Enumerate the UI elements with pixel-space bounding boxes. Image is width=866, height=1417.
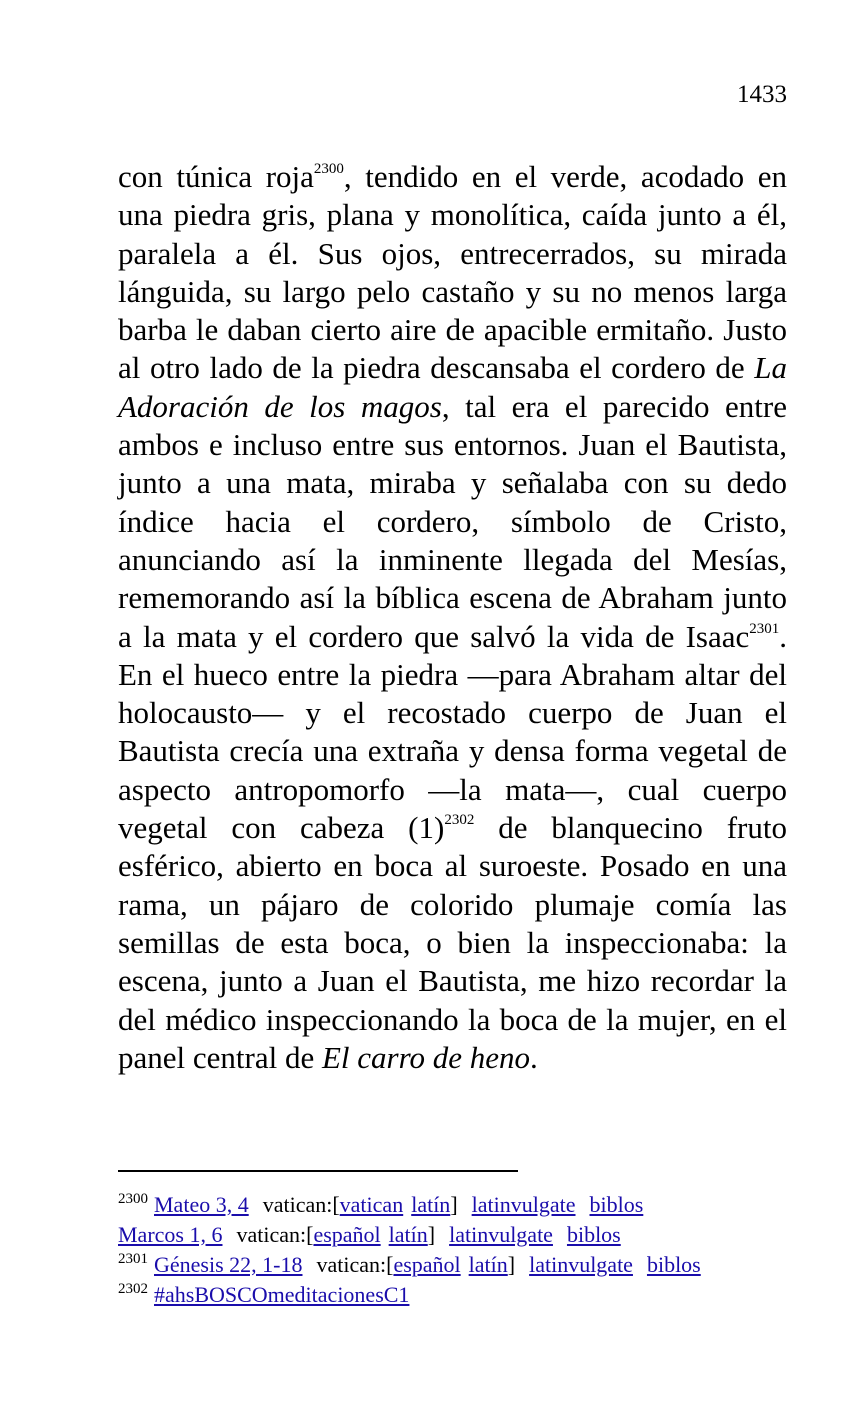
artwork-title: El carro de heno [321, 1039, 531, 1075]
footnote-2300-continued [118, 1220, 798, 1250]
anchor-link[interactable]: #ahsBOSCOmeditacionesC1 [154, 1282, 410, 1307]
text-run: con túnica roja [118, 159, 314, 194]
vatican-label: vatican:[ [262, 1192, 340, 1217]
latin-link[interactable]: latín [388, 1222, 428, 1247]
footnote-ref-2301[interactable]: 2301 [749, 620, 780, 637]
bible-ref-link[interactable]: Génesis 22, 1-18 [154, 1252, 303, 1277]
text-run: , tendido en el verde, acodado en una piedra gris, plana y monolítica, caída junto a él, paralela a él. Sus ojos, entrecerrados, su mirada lánguida, su largo pelo castaño y su no menos larga barba le daban cierto aire de apacible ermitaño. Justo al otro lado de la piedra descansaba el cordero de [118, 159, 787, 386]
vatican-link[interactable]: vatican [339, 1192, 404, 1217]
footnote-ref-2302[interactable]: 2302 [444, 812, 475, 829]
footnote-number: 2301 [118, 1251, 148, 1267]
latin-link[interactable]: latín [468, 1252, 508, 1277]
spanish-link[interactable]: español [393, 1252, 461, 1277]
bracket-close: ] [507, 1252, 516, 1277]
footnotes [118, 1190, 798, 1310]
footnote-2302 [118, 1280, 798, 1310]
latin-link[interactable]: latín [411, 1192, 451, 1217]
footnote-number: 2300 [118, 1191, 148, 1207]
text-run: , tal era el parecido entre ambos e incluso entre sus entornos. Juan el Bautista, junto a una mata, miraba y señalaba con su dedo índice hacia el cordero, símbolo de Cristo, anunciando así la inminente llegada del Mesías, rememorando así la bíblica escena de Abraham junto a la mata y el cordero que salvó la vida de Isaac [118, 388, 787, 654]
vatican-label: vatican:[ [316, 1252, 394, 1277]
footnote-2300 [118, 1190, 798, 1220]
footnote-ref-2300[interactable]: 2300 [313, 161, 344, 177]
body-paragraph [118, 158, 787, 1077]
bible-ref-link[interactable]: Mateo 3, 4 [154, 1192, 249, 1217]
artwork-title: La Adoración de los magos [118, 350, 787, 424]
text-run: de blanquecino fruto esférico, abierto en boca al suroeste. Posado en una rama, un pájaro de colorido plumaje comía las semillas de esta boca, o bien la inspeccionaba: la escena, junto a Juan el Bautista, me hizo recordar la del médico inspeccionando la boca de la mujer, en el panel central de [118, 810, 787, 1075]
latinvulgate-link[interactable]: latinvulgate [449, 1222, 553, 1247]
footnote-2301 [118, 1250, 798, 1280]
page-number: 1433 [737, 81, 787, 108]
text-run: . En el hueco entre la piedra —para Abraham altar del holocausto— y el recostado cuerpo de Juan el Bautista crecía una extraña y densa forma vegetal de aspecto antropomorfo —la mata—, cual cuerpo vegetal con cabeza (1) [118, 618, 787, 846]
biblos-link[interactable]: biblos [646, 1252, 701, 1277]
footnote-number: 2302 [118, 1281, 148, 1297]
bible-ref-link[interactable]: Marcos 1, 6 [118, 1222, 223, 1247]
spanish-link[interactable]: español [313, 1222, 381, 1247]
latinvulgate-link[interactable]: latinvulgate [529, 1252, 633, 1277]
footnote-separator [118, 1170, 518, 1172]
vatican-label: vatican:[ [236, 1222, 314, 1247]
biblos-link[interactable]: biblos [589, 1192, 644, 1217]
bracket-close: ] [427, 1222, 436, 1247]
biblos-link[interactable]: biblos [566, 1222, 621, 1247]
bracket-close: ] [450, 1192, 458, 1217]
latinvulgate-link[interactable]: latinvulgate [471, 1192, 576, 1217]
text-run: . [530, 1039, 538, 1075]
